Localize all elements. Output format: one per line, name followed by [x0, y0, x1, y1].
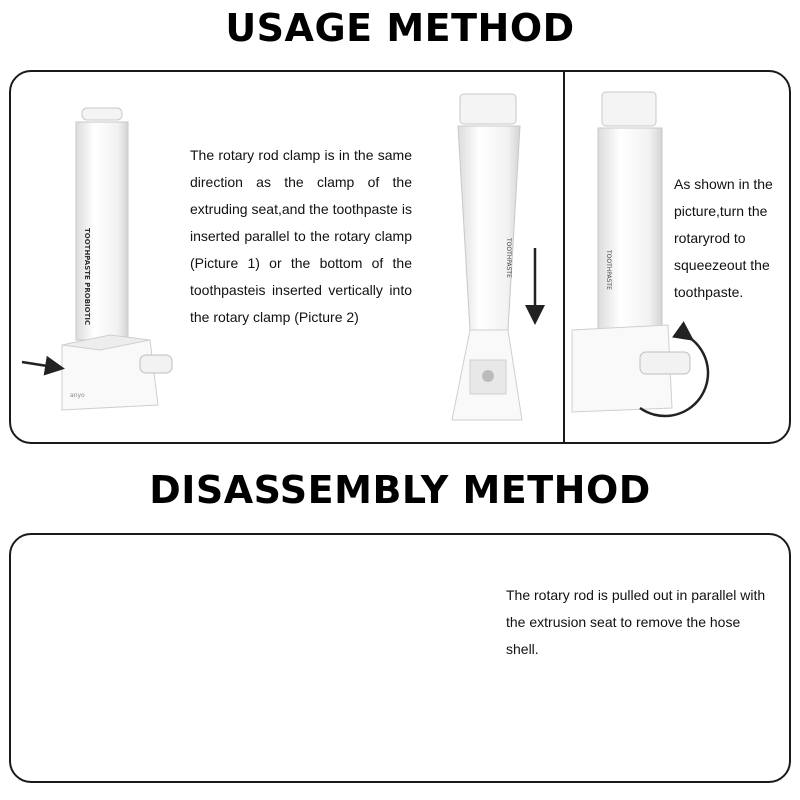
usage-description-2: As shown in the picture,turn the rotaryrod to squeezeout the toothpaste. [674, 176, 773, 300]
usage-description-1: The rotary rod clamp is in the same direction as the clamp of the extruding seat,and the toothpaste is inserted parallel to the rotary clamp (Picture 1) or the bottom of the toothpasteis inserted vertically into the rotary clamp (Picture 2) [190, 147, 412, 325]
brand-label-1: anyo [70, 392, 85, 399]
clamp-seat-1 [62, 335, 172, 410]
tube-picture-3 [598, 92, 662, 330]
tube-label-2: TOOTHPASTE [505, 238, 512, 278]
disassembly-method-title: DISASSEMBLY METHOD [149, 468, 651, 512]
tube-picture-2 [458, 94, 520, 330]
tube-picture-1 [76, 108, 128, 340]
tube-label-1: TOOTHPASTE PROBIOTIC [83, 228, 91, 326]
clamp-seat-2 [452, 330, 522, 420]
tube-label-3: TOOTHPASTE [605, 250, 612, 290]
clamp-seat-3 [572, 325, 690, 412]
insert-arrow-1 [22, 362, 60, 368]
usage-method-title: USAGE METHOD [225, 6, 575, 50]
disassembly-description: The rotary rod is pulled out in parallel with the extrusion seat to remove the hose shell. [506, 587, 766, 657]
